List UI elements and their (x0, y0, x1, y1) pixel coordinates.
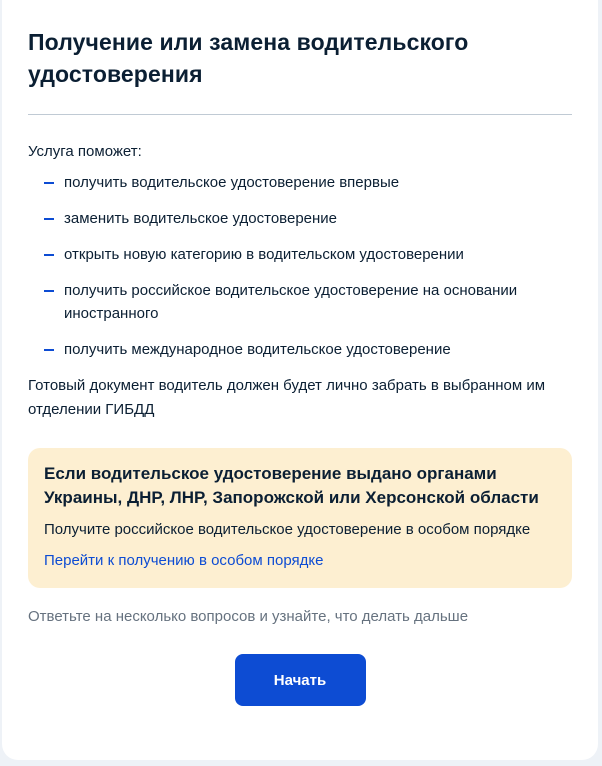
list-item-text: получить международное водительское удостоверение (64, 341, 451, 358)
start-button[interactable]: Начать (235, 654, 366, 706)
list-item (28, 279, 572, 325)
page-title: Получение или замена водительского удостоверения (28, 29, 469, 87)
list-item-text: получить российское водительское удостоверение на основании иностранного (64, 282, 518, 322)
list-item-text: получить водительское удостоверение впервые (64, 174, 400, 191)
pickup-note: Готовый документ водитель должен будет лично забрать в выбранном им отделении ГИБДД (28, 377, 546, 418)
title-divider (28, 114, 572, 115)
service-card (2, 0, 598, 760)
dash-bullet-icon (44, 182, 54, 184)
list-item (28, 243, 572, 266)
list-item (28, 207, 572, 230)
notice-title: Если водительское удостоверение выдано органами Украины, ДНР, ЛНР, Запорожской или Херсонской области (44, 464, 539, 507)
special-procedure-link[interactable]: Перейти к получению в особом порядке (44, 552, 324, 569)
dash-bullet-icon (44, 218, 54, 220)
dash-bullet-icon (44, 349, 54, 351)
service-intro: Услуга поможет: (28, 143, 142, 160)
questions-hint: Ответьте на несколько вопросов и узнайте, что делать дальше (28, 608, 469, 625)
dash-bullet-icon (44, 254, 54, 256)
special-procedure-notice (28, 448, 572, 588)
list-item-text: заменить водительское удостоверение (64, 210, 338, 227)
list-item-text: открыть новую категорию в водительском удостоверении (64, 246, 464, 263)
benefits-list (28, 171, 572, 361)
list-item (28, 338, 572, 361)
start-button-container (28, 654, 572, 706)
dash-bullet-icon (44, 290, 54, 292)
list-item (28, 171, 572, 194)
notice-text: Получите российское водительское удостоверение в особом порядке (44, 521, 531, 538)
